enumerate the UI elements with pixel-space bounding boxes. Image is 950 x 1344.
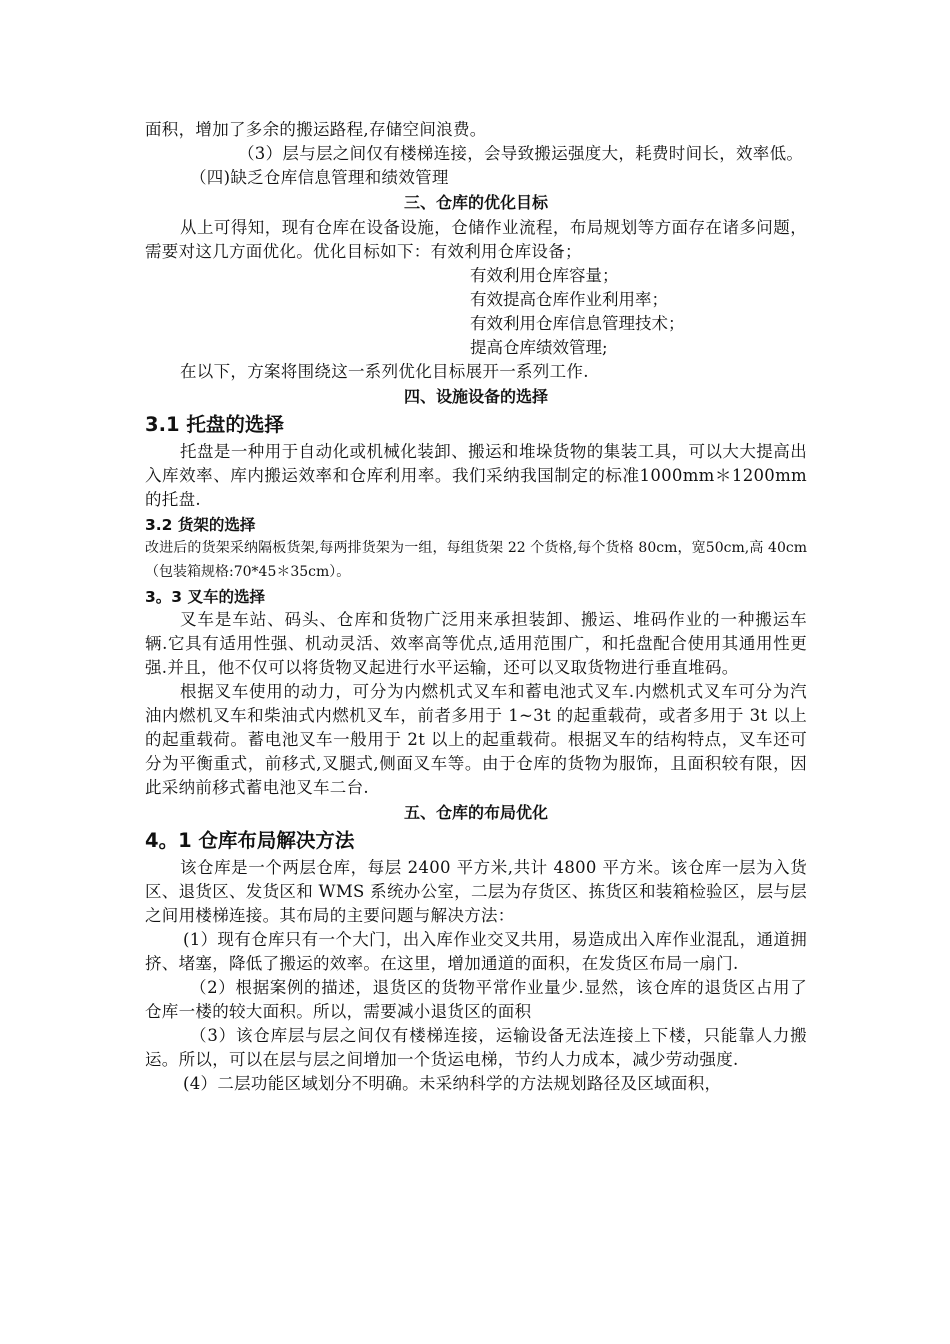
heading-3-2: 3.2 货架的选择 <box>145 516 256 534</box>
paragraph: 叉车是车站、码头、仓库和货物广泛用来承担装卸、搬运、堆码作业的一种搬运车辆.它具有适用性强、机动灵活、效率高等优点,适用范围广，和托盘配合使用其通用性更强.并且，他不仅可以将货物叉起进行水平运输，还可以叉取货物进行垂直堆码。 <box>145 610 807 677</box>
heading-4-1: 4。1 仓库布局解决方法 <box>145 829 355 852</box>
paragraph: (1）现有仓库只有一个大门，出入库作业交叉共用，易造成出入库作业混乱，通道拥挤、堵塞，降低了搬运的效率。在这里，增加通道的面积，在发货区布局一扇门. <box>145 930 807 973</box>
document-page <box>145 118 807 1096</box>
paragraph: 从上可得知，现有仓库在设备设施，仓储作业流程，布局规划等方面存在诸多问题，需要对这几方面优化。优化目标如下：有效利用仓库设备； <box>145 218 807 261</box>
heading-3-1: 3.1 托盘的选择 <box>145 413 284 436</box>
paragraph: 在以下，方案将围绕这一系列优化目标展开一系列工作. <box>180 362 589 381</box>
paragraph: 根据叉车使用的动力，可分为内燃机式叉车和蓄电池式叉车.内燃机式叉车可分为汽油内燃机叉车和柴油式内燃机叉车，前者多用于 1~3t 的起重载荷，或者多用于 3t 以上的起重载荷。蓄电池叉车一般用于 2t 以上的起重载荷。根据叉车的结构特点，叉车还可分为平衡重式，前移式,叉腿式,侧面叉车等。由于仓库的货物为服饰，且面积较有限，因此采纳前移式蓄电池叉车二台. <box>145 682 807 797</box>
paragraph: （3）该仓库层与层之间仅有楼梯连接，运输设备无法连接上下楼，只能靠人力搬运。所以，可以在层与层之间增加一个货运电梯，节约人力成本，减少劳动强度. <box>145 1026 807 1069</box>
goal-item: 有效利用仓库信息管理技术； <box>470 314 685 333</box>
heading-3-3: 3。3 叉车的选择 <box>145 588 265 606</box>
paragraph: 面积，增加了多余的搬运路程,存储空间浪费。 <box>145 120 487 139</box>
paragraph: 改进后的货架采纳隔板货架,每两排货架为一组，每组货架 22 个货格,每个货格 80cm，宽50cm,高 40cm（包装箱规格:70*45＊35cm）。 <box>145 540 807 580</box>
goal-item: 有效利用仓库容量； <box>470 266 619 285</box>
goal-item: 提高仓库绩效管理; <box>470 338 608 357</box>
paragraph: （3）层与层之间仅有楼梯连接，会导致搬运强度大，耗费时间长，效率低。 <box>238 144 804 163</box>
section-heading-4: 四、设施设备的选择 <box>403 387 548 406</box>
paragraph: （2）根据案例的描述，退货区的货物平常作业量少.显然，该仓库的退货区占用了仓库一楼的较大面积。所以，需要减小退货区的面积 <box>145 978 807 1021</box>
paragraph: 该仓库是一个两层仓库，每层 2400 平方米,共计 4800 平方米。该仓库一层为入货区、退货区、发货区和 WMS 系统办公室，二层为存货区、拣货区和装箱检验区，层与层之间用楼梯连接。其布局的主要问题与解决方法： <box>145 858 807 925</box>
paragraph: 托盘是一种用于自动化或机械化装卸、搬运和堆垛货物的集装工具，可以大大提高出入库效率、库内搬运效率和仓库利用率。我们采纳我国制定的标准1000mm＊1200mm 的托盘. <box>145 442 807 509</box>
goal-item: 有效提高仓库作业利用率； <box>470 290 668 309</box>
section-heading-5: 五、仓库的布局优化 <box>403 803 548 822</box>
paragraph: (4）二层功能区域划分不明确。未采纳科学的方法规划路径及区域面积， <box>183 1074 722 1093</box>
subheading-4: （四)缺乏仓库信息管理和绩效管理 <box>190 168 449 187</box>
section-heading-3: 三、仓库的优化目标 <box>403 193 548 212</box>
